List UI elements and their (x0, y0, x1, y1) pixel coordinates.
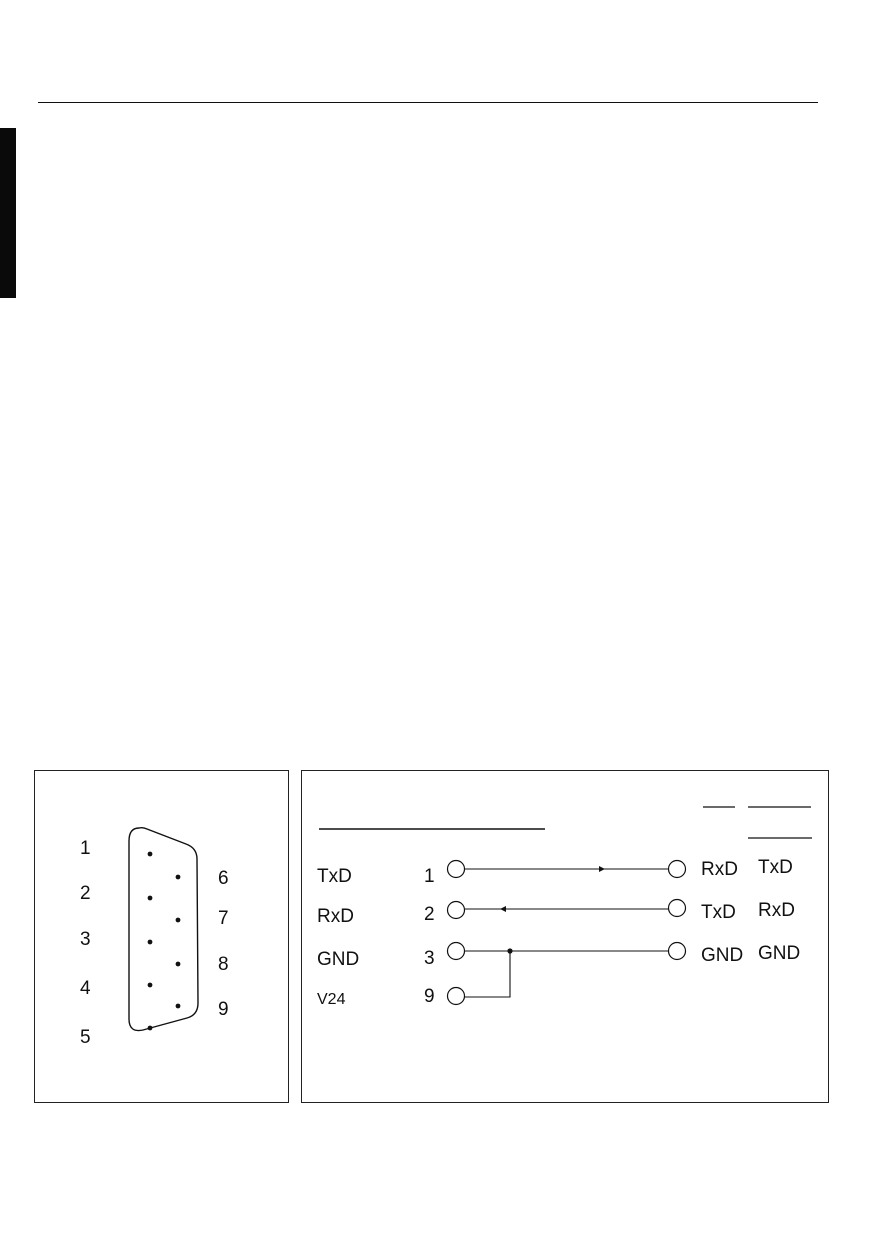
pin-label-5: 5 (80, 1027, 91, 1048)
terminal-local-1 (448, 861, 465, 878)
header-rule (38, 102, 818, 103)
wiring-pin-1: 1 (424, 866, 435, 887)
signal-label-rxd: RxD (317, 906, 354, 927)
wiring-pin-3: 3 (424, 948, 435, 969)
remote-label-a-3: GND (701, 945, 744, 966)
pin-dot-9 (176, 1004, 181, 1009)
remote-label-a-1: RxD (701, 859, 738, 880)
signal-label-gnd: GND (317, 949, 360, 970)
wiring-diagram-panel (301, 770, 829, 1103)
pin-dot-4 (148, 983, 153, 988)
wiring-pin-9: 9 (424, 986, 435, 1007)
terminal-local-3 (448, 943, 465, 960)
pin-label-9: 9 (218, 999, 229, 1020)
arrow-left-icon (500, 906, 506, 912)
wire-v24-bridge (465, 951, 510, 997)
pin-dot-8 (176, 962, 181, 967)
pin-dot-7 (176, 918, 181, 923)
pin-label-2: 2 (80, 883, 91, 904)
pin-dot-2 (148, 896, 153, 901)
pin-label-8: 8 (218, 954, 229, 975)
remote-label-b-3: GND (758, 943, 801, 964)
pin-dot-5 (148, 1026, 153, 1031)
connector-pinout-panel (34, 770, 289, 1103)
terminal-remote-1 (669, 861, 686, 878)
pin-label-1: 1 (80, 838, 91, 859)
terminal-local-2 (448, 902, 465, 919)
signal-label-txd: TxD (317, 866, 352, 887)
terminal-remote-3 (669, 943, 686, 960)
remote-label-b-1: TxD (758, 857, 793, 878)
section-edge-tab (0, 128, 16, 298)
connector-pinout-figure (35, 771, 288, 1102)
terminal-local-9 (448, 988, 465, 1005)
dsub-shell-outline (129, 828, 198, 1031)
terminal-remote-2 (669, 900, 686, 917)
signal-label-v24: V24 (317, 991, 346, 1008)
wiring-diagram-figure (302, 771, 828, 1102)
arrow-right-icon (599, 866, 605, 872)
remote-label-a-2: TxD (701, 902, 736, 923)
pin-dot-1 (148, 852, 153, 857)
remote-label-b-2: RxD (758, 900, 795, 921)
pin-label-7: 7 (218, 908, 229, 929)
pin-dot-3 (148, 940, 153, 945)
wiring-pin-2: 2 (424, 904, 435, 925)
pin-dot-6 (176, 875, 181, 880)
pin-label-6: 6 (218, 868, 229, 889)
pin-label-3: 3 (80, 929, 91, 950)
pin-label-4: 4 (80, 978, 91, 999)
